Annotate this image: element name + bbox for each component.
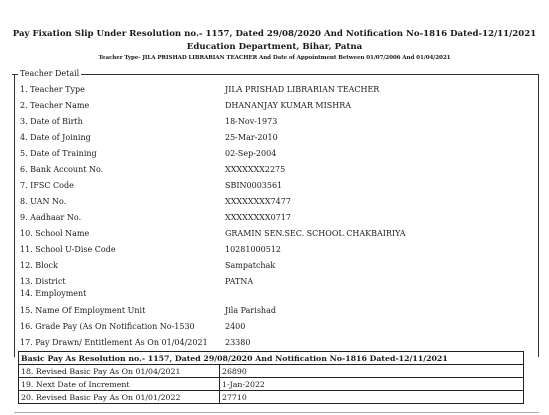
pay-label: 20. Revised Basic Pay As On 01/01/2022	[19, 391, 220, 404]
basic-pay-heading-row	[19, 352, 524, 365]
detail-value: JILA PRISHAD LIBRARIAN TEACHER	[225, 85, 380, 94]
detail-value: PATNA	[225, 277, 254, 286]
detail-row	[20, 195, 520, 209]
detail-row	[20, 179, 520, 193]
detail-label: 3. Date of Birth	[20, 117, 83, 126]
basic-pay-table	[18, 351, 524, 404]
detail-value: XXXXXXX2275	[225, 165, 286, 174]
detail-label: 7. IFSC Code	[20, 181, 74, 190]
detail-value: Sampatchak	[225, 261, 276, 270]
detail-row	[20, 99, 520, 113]
detail-label: 13. District	[20, 277, 66, 286]
detail-row	[20, 211, 520, 225]
detail-value: 10281000512	[225, 245, 281, 254]
detail-value: 02-Sep-2004	[225, 149, 277, 158]
detail-label: 9. Aadhaar No.	[20, 213, 82, 222]
detail-label: 12. Block	[20, 261, 58, 270]
detail-row	[20, 259, 520, 273]
detail-label: 15. Name Of Employment Unit	[20, 306, 146, 315]
pay-label: 18. Revised Basic Pay As On 01/04/2021	[19, 365, 220, 378]
detail-label: 2. Teacher Name	[20, 101, 90, 110]
detail-label: 10. School Name	[20, 229, 90, 238]
detail-label: 4. Date of Joining	[20, 133, 91, 142]
detail-value: 25-Mar-2010	[225, 133, 278, 142]
teacher-type-line: Teacher Type- JILA PRISHAD LIBRARIAN TEACHER And Date of Appointment Between 01/07/2006 And 01/04/2021	[98, 55, 451, 61]
detail-row	[20, 243, 520, 257]
detail-value: Jila Parishad	[225, 306, 276, 315]
detail-value: GRAMIN SEN.SEC. SCHOOL CHAKBAIRIYA	[225, 229, 406, 238]
detail-label: 14. Employment	[20, 289, 87, 298]
detail-value: SBIN0003561	[225, 181, 283, 190]
department-name: Education Department, Bihar, Patna	[186, 42, 363, 52]
detail-row	[20, 304, 520, 318]
bottom-rule	[14, 412, 539, 413]
detail-value: XXXXXXXX0717	[225, 213, 291, 222]
slip-header	[0, 0, 549, 63]
detail-value: DHANANJAY KUMAR MISHRA	[225, 101, 352, 110]
detail-label: 6. Bank Account No.	[20, 165, 104, 174]
detail-value: 18-Nov-1973	[225, 117, 278, 126]
pay-label: 19. Next Date of Increment	[19, 378, 220, 391]
detail-label: 16. Grade Pay (As On Notification No-1530	[20, 322, 195, 331]
detail-row	[20, 163, 520, 177]
detail-label: 5. Date of Training	[20, 149, 97, 158]
detail-value: 23380	[225, 338, 251, 347]
slip-title: Pay Fixation Slip Under Resolution no.- 1157, Dated 29/08/2020 And Notification No-1816 Dated-12/11/2021	[12, 29, 537, 39]
detail-row	[20, 83, 520, 97]
detail-row	[20, 115, 520, 129]
detail-label: 11. School U-Dise Code	[20, 245, 116, 254]
pay-value: 26890	[220, 365, 524, 378]
table-row	[19, 391, 524, 404]
teacher-detail-legend: Teacher Detail	[20, 69, 80, 78]
detail-label: 8. UAN No.	[20, 197, 67, 206]
table-row	[19, 378, 524, 391]
pay-value: 27710	[220, 391, 524, 404]
detail-row	[20, 320, 520, 334]
detail-label: 17. Pay Drawn/ Entitlement As On 01/04/2021	[20, 338, 208, 347]
detail-row	[20, 131, 520, 145]
detail-value: 2400	[225, 322, 246, 331]
detail-label: 1. Teacher Type	[20, 85, 85, 94]
detail-value: XXXXXXXX7477	[225, 197, 291, 206]
pay-value: 1-Jan-2022	[220, 378, 524, 391]
detail-row	[20, 336, 520, 350]
detail-row	[20, 287, 520, 301]
detail-row	[20, 147, 520, 161]
basic-pay-heading: Basic Pay As Resolution no.- 1157, Dated 29/08/2020 And Notification No-1816 Dated-12/11/2021	[19, 352, 524, 365]
detail-row	[20, 227, 520, 241]
table-row	[19, 365, 524, 378]
